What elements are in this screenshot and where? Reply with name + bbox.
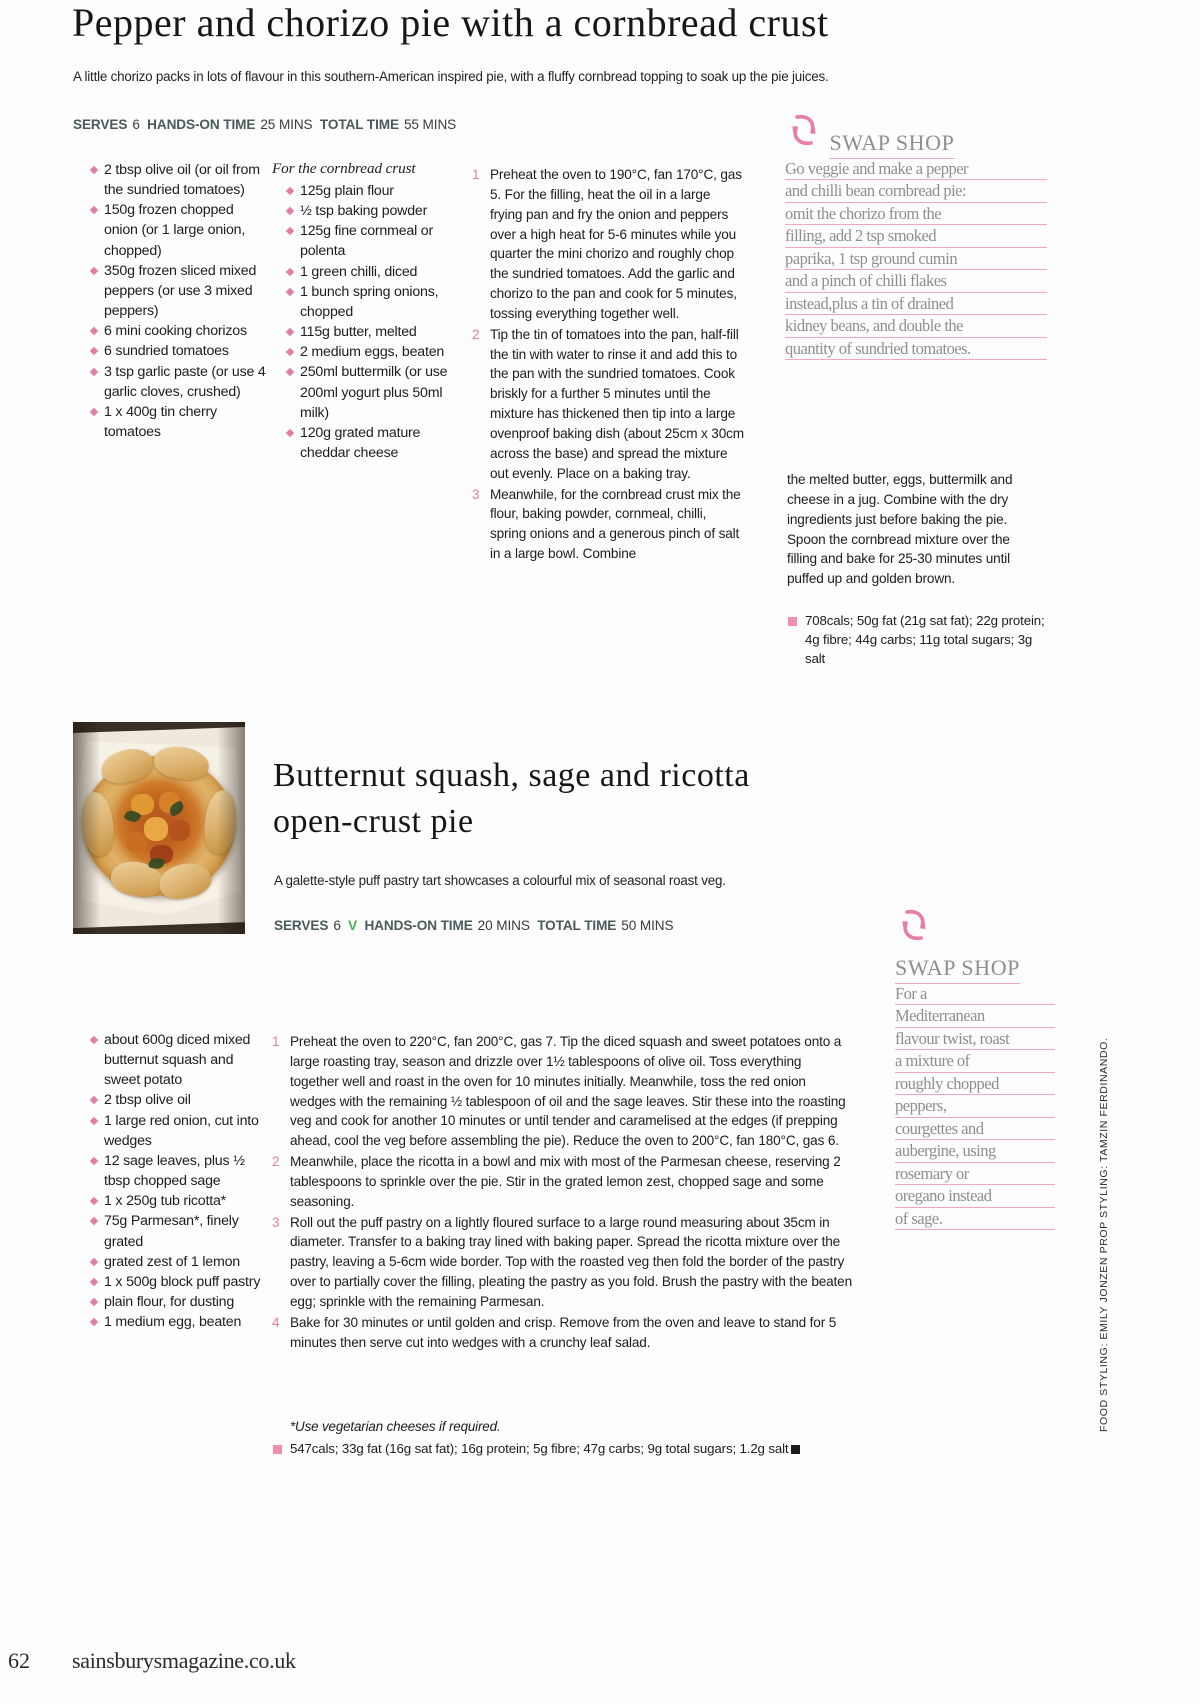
method-step: 1 Preheat the oven to 220°C, fan 200°C, gas 7. Tip the diced squash and sweet potatoes onto a large roasting tray, season and drizzle over 1½ tablespoons of olive oil. Toss everything together well and roast in the oven for 10 minutes initially. Meanwhile, toss the red onion wedges with the remaining ½ tablespoon of oil and the sage leaves. Stir these into the roasting veg and cook for another 10 minutes or until tender and caramelised at the edges (if prepping ahead, cool the veg before assembling the pie). Reduce the oven to 200°C, fan 180°C, gas 6. [272,1034,846,1149]
ingredient-item: about 600g diced mixed butternut squash and sweet potato [90,1030,268,1090]
method-step: 2 Tip the tin of tomatoes into the pan, half-fill the tin with water to rinse it and add this to the pan with the sundried tomatoes. Cook briskly for a further 5 minutes until the mixture has thickened then tip into a large ovenproof baking dish (about 25cm x 30cm across the base) and spread the mixture out evenly. Place on a baking tray. [472,326,744,481]
ingredient-item: 1 bunch spring onions, chopped [286,282,462,322]
recipe2-ingredients [90,1030,268,1332]
folio-number: 62 [8,1648,30,1673]
swap-shop-line: a mixture of [895,1053,1055,1073]
recipe2-title-line1: Butternut squash, sage and ricotta [273,757,750,794]
swap-shop-line: courgettes and [895,1121,1055,1141]
recipe1-swap-title: SWAP SHOP [829,129,954,159]
swap-shop-line: flavour twist, roast [895,1031,1055,1051]
ingredient-item: 1 medium egg, beaten [90,1312,268,1332]
swap-arrows-icon [895,905,935,945]
method-step-number: 2 [272,1154,280,1170]
ingredient-item: 1 large red onion, cut into wedges [90,1111,268,1151]
end-mark-icon [791,1445,800,1454]
method-step-number: 2 [472,326,480,342]
swap-shop-line: paprika, 1 tsp ground cumin [785,251,1047,271]
hands-on-value: 25 MINS [260,117,313,132]
swap-shop-line: aubergine, using [895,1143,1055,1163]
ingredient-item: 1 x 250g tub ricotta* [90,1191,268,1211]
recipe1-meta [73,117,456,132]
recipe1-swap-body [785,161,1047,361]
recipe2-photo [73,722,245,934]
ingredient-item: 12 sage leaves, plus ½ tbsp chopped sage [90,1151,268,1191]
total-time-value: 50 MINS [621,918,674,933]
method-step-number: 1 [472,167,480,182]
recipe2-title-line2: open-crust pie [273,803,474,840]
swap-shop-line: oregano instead [895,1188,1055,1208]
recipe2-swap-title: SWAP SHOP [895,954,1020,984]
recipe1-method-continuation: the melted butter, eggs, buttermilk and cheese in a jug. Combine with the dry ingredients just before baking the pie. Spoon the cornbread mixture over the filling and bake for 25-30 minutes until puffed up and golden brown. [787,472,1013,587]
ingredient-item: 125g fine cornmeal or polenta [286,221,462,261]
hands-on-value: 20 MINS [477,918,530,933]
photo-credit: FOOD STYLING: EMILY JONZEN PROP STYLING: TAMZIN FERDINANDO. [1098,1037,1110,1432]
recipe2-standfirst: A galette-style puff pastry tart showcases a colourful mix of seasonal roast veg. [274,873,726,888]
total-time-label: TOTAL TIME [319,117,399,132]
ingredient-item: 2 medium eggs, beaten [286,342,462,362]
swap-shop-line: Go veggie and make a pepper [785,161,1047,181]
vegetarian-icon: V [348,918,358,933]
method-step: 4 Bake for 30 minutes or until golden and crisp. Remove from the oven and leave to stand for 5 minutes then serve cut into wedges with a crunchy leaf salad. [272,1314,837,1350]
method-step: 1 Preheat the oven to 190°C, fan 170°C, gas 5. For the filling, heat the oil in a large frying pan and fry the onion and peppers over a high heat for 5-6 minutes while you quarter the mini chorizo and roughly chop the sundried tomatoes. Add the garlic and chorizo to the pan and cook for 5 minutes, tossing everything together well. [472,167,742,321]
total-time-value: 55 MINS [403,117,457,132]
serves-value: 6 [333,918,341,933]
recipe1-ingredients-col1 [90,160,268,442]
swap-shop-line: filling, add 2 tsp smoked [785,228,1047,248]
swap-shop-line: and a pinch of chilli flakes [785,273,1047,293]
total-time-label: TOTAL TIME [537,918,617,933]
swap-shop-line: rosemary or [895,1166,1055,1186]
method-step-number: 1 [272,1034,280,1049]
ingredient-item: 115g butter, melted [286,322,462,342]
ingredient-item: 1 x 400g tin cherry tomatoes [90,402,268,442]
folio-url: sainsburysmagazine.co.uk [72,1648,296,1673]
method-step-number: 4 [272,1314,280,1330]
swap-shop-line: Mediterranean [895,1008,1055,1028]
recipe2-method [272,1032,852,1354]
recipe2-nutrition [272,1440,820,1459]
ingredient-item: 6 mini cooking chorizos [90,321,268,341]
swap-shop-line: quantity of sundried tomatoes. [785,341,1047,361]
serves-label: SERVES [274,918,329,933]
recipe1-ingredients-col2 [272,181,462,463]
ingredient-item: 125g plain flour [286,181,462,201]
serves-value: 6 [132,117,140,132]
ingredient-item: plain flour, for dusting [90,1292,268,1312]
hands-on-label: HANDS-ON TIME [364,918,473,933]
method-step: 3 Roll out the puff pastry on a lightly floured surface to a large round measuring about 35cm in diameter. Transfer to a baking tray lined with baking paper. Spread the ricotta mixture over the pastry, leaving a 5-6cm wide border. Top with the roasted veg then fold the border of the pastry over to partially cover the filling, pleating the pastry as you fold. Brush the pastry with the beaten egg; sprinkle with the remaining Parmesan. [272,1214,852,1309]
swap-shop-line: omit the chorizo from the [785,206,1047,226]
swap-shop-line: of sage. [895,1211,1055,1231]
swap-shop-line: peppers, [895,1098,1055,1118]
method-step: 3 Meanwhile, for the cornbread crust mix the flour, baking powder, cornmeal, chilli, spring onions and a generous pinch of salt in a large bowl. Combine [472,486,741,562]
method-step-number: 3 [272,1214,280,1230]
ingredient-item: 6 sundried tomatoes [90,341,268,361]
recipe1-title: Pepper and chorizo pie with a cornbread crust [72,0,829,45]
ingredient-item: 75g Parmesan*, finely grated [90,1211,268,1251]
recipe1-nutrition: 708cals; 50g fat (21g sat fat); 22g protein; 4g fibre; 44g carbs; 11g total sugars; 3g salt [787,612,1053,669]
recipe2-swap-body [895,986,1055,1231]
swap-shop-line: roughly chopped [895,1076,1055,1096]
ingredient-item: grated zest of 1 lemon [90,1252,268,1272]
recipe1-ingredients-col2-wrap [272,160,462,463]
hands-on-label: HANDS-ON TIME [147,117,256,132]
ingredient-item: 350g frozen sliced mixed peppers (or use 3 mixed peppers) [90,261,268,321]
swap-shop-line: and chilli bean cornbread pie: [785,183,1047,203]
swap-shop-line: instead,plus a tin of drained [785,296,1047,316]
ingredient-item: ½ tsp baking powder [286,201,462,221]
photo-vignette [73,722,245,934]
ingredient-item: 120g grated mature cheddar cheese [286,423,462,463]
swap-arrows-icon [785,110,825,150]
recipe1-method [472,165,744,565]
recipe1-standfirst: A little chorizo packs in lots of flavour in this southern-American inspired pie, with a fluffy cornbread topping to soak up the pie juices. [73,69,829,84]
recipe1-cornbread-heading: For the cornbread crust [272,160,416,177]
ingredient-item: 1 green chilli, diced [286,262,462,282]
method-step: 2 Meanwhile, place the ricotta in a bowl and mix with most of the Parmesan cheese, reserving 2 tablespoons to sprinkle over the pie. Stir in the grated lemon zest, chopped sage and some seasoning. [272,1154,841,1209]
swap-shop-line: kidney beans, and double the [785,318,1047,338]
ingredient-item: 2 tbsp olive oil (or oil from the sundried tomatoes) [90,160,268,200]
recipe2-swap-shop [895,905,1055,1233]
recipe2-footnote: *Use vegetarian cheeses if required. [290,1419,501,1434]
serves-label: SERVES [73,117,128,132]
ingredient-item: 150g frozen chopped onion (or 1 large onion, chopped) [90,200,268,260]
ingredient-item: 1 x 500g block puff pastry [90,1272,268,1292]
method-step-number: 3 [472,486,480,502]
recipe2-meta [274,918,673,933]
recipe2-nutrition-text: 547cals; 33g fat (16g sat fat); 16g protein; 5g fibre; 47g carbs; 9g total sugars; 1.2g salt [290,1441,789,1456]
ingredient-item: 2 tbsp olive oil [90,1090,268,1110]
recipe1-swap-shop [785,110,1047,363]
ingredient-item: 250ml buttermilk (or use 200ml yogurt plus 50ml milk) [286,362,462,422]
swap-shop-line: For a [895,986,1055,1006]
ingredient-item: 3 tsp garlic paste (or use 4 garlic cloves, crushed) [90,362,268,402]
